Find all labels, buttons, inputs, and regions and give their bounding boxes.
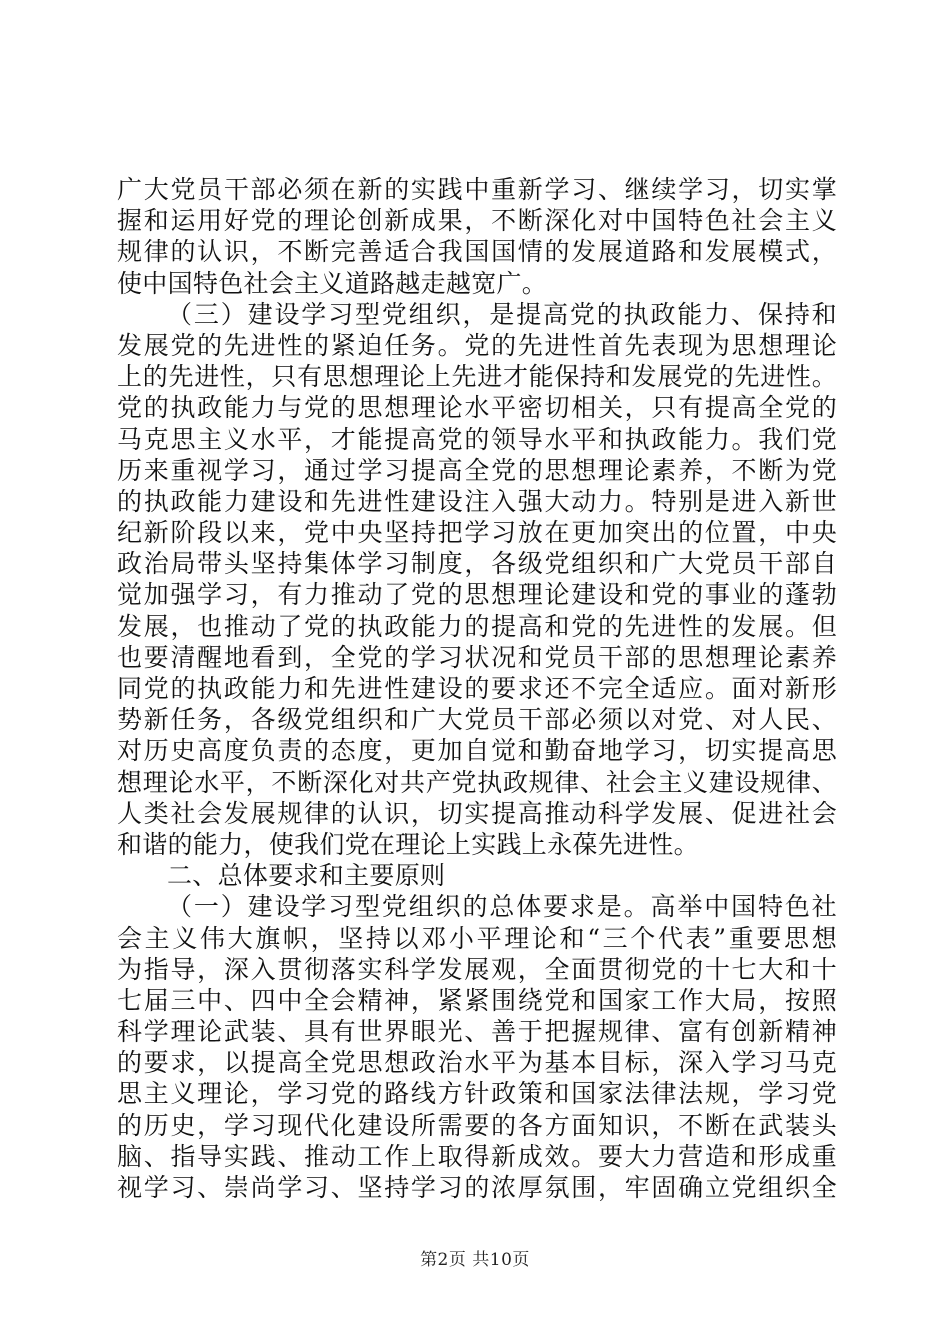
text-line: 对历史高度负责的态度，更加自觉和勤奋地学习，切实提高思 (117, 736, 837, 766)
body-text (117, 174, 837, 1203)
text-line: 的要求，以提高全党思想政治水平为基本目标，深入学习马克 (117, 1048, 837, 1078)
text-line: 也要清醒地看到，全党的学习状况和党员干部的思想理论素养 (117, 642, 837, 672)
text-line: 的历史，学习现代化建设所需要的各方面知识，不断在武装头 (117, 1110, 837, 1140)
text-line: 同党的执政能力和先进性建设的要求还不完全适应。面对新形 (117, 674, 837, 703)
text-line: 思主义理论，学习党的路线方针政策和国家法律法规，学习党 (117, 1079, 837, 1109)
section-heading: 二、总体要求和主要原则 (167, 861, 446, 891)
text-line: 七届三中、四中全会精神，紧紧围绕党和国家工作大局，按照 (117, 985, 837, 1015)
text-line: 和谐的能力，使我们党在理论上实践上永葆先进性。 (117, 829, 699, 859)
text-line: 规律的认识，不断完善适合我国国情的发展道路和发展模式， (117, 237, 837, 267)
text-line: 科学理论武装、具有世界眼光、善于把握规律、富有创新精神 (117, 1017, 837, 1047)
text-line: 脑、指导实践、推动工作上取得新成效。要大力营造和形成重 (117, 1141, 837, 1171)
paragraph-start-line: （三）建设学习型党组织，是提高党的执政能力、保持和 (167, 299, 837, 329)
text-line: 觉加强学习，有力推动了党的思想理论建设和党的事业的蓬勃 (117, 580, 837, 610)
text-line: 上的先进性，只有思想理论上先进才能保持和发展党的先进性。 (117, 362, 837, 392)
text-line: 历来重视学习，通过学习提高全党的思想理论素养，不断为党 (117, 455, 837, 485)
text-line: 广大党员干部必须在新的实践中重新学习、继续学习，切实掌 (117, 175, 837, 204)
paragraph-start-line: （一）建设学习型党组织的总体要求是。高举中国特色社 (167, 892, 837, 922)
text-line: 发展，也推动了党的执政能力的提高和党的先进性的发展。但 (117, 611, 837, 641)
text-line: 使中国特色社会主义道路越走越宽广。 (117, 268, 548, 298)
text-line: 握和运用好党的理论创新成果，不断深化对中国特色社会主义 (117, 206, 837, 236)
text-line: 人类社会发展规律的认识，切实提高推动科学发展、促进社会 (117, 798, 837, 828)
text-line: 为指导，深入贯彻落实科学发展观，全面贯彻党的十七大和十 (117, 954, 837, 984)
text-line: 纪新阶段以来，党中央坚持把学习放在更加突出的位置，中央 (117, 518, 837, 548)
text-line: 马克思主义水平，才能提高党的领导水平和执政能力。我们党 (117, 424, 837, 454)
text-line: 会主义伟大旗帜，坚持以邓小平理论和“三个代表”重要思想 (117, 923, 837, 953)
text-line: 发展党的先进性的紧迫任务。党的先进性首先表现为思想理论 (117, 330, 837, 360)
text-line: 党的执政能力与党的思想理论水平密切相关，只有提高全党的 (117, 393, 837, 423)
text-line: 视学习、崇尚学习、坚持学习的浓厚氛围，牢固确立党组织全 (117, 1173, 837, 1202)
text-line: 政治局带头坚持集体学习制度，各级党组织和广大党员干部自 (117, 549, 837, 579)
text-line: 想理论水平，不断深化对共产党执政规律、社会主义建设规律、 (117, 767, 837, 797)
text-line: 的执政能力建设和先进性建设注入强大动力。特别是进入新世 (117, 486, 837, 516)
text-line: 势新任务，各级党组织和广大党员干部必须以对党、对人民、 (117, 705, 837, 735)
page-number-footer: 第2页 共10页 (420, 1250, 530, 1270)
